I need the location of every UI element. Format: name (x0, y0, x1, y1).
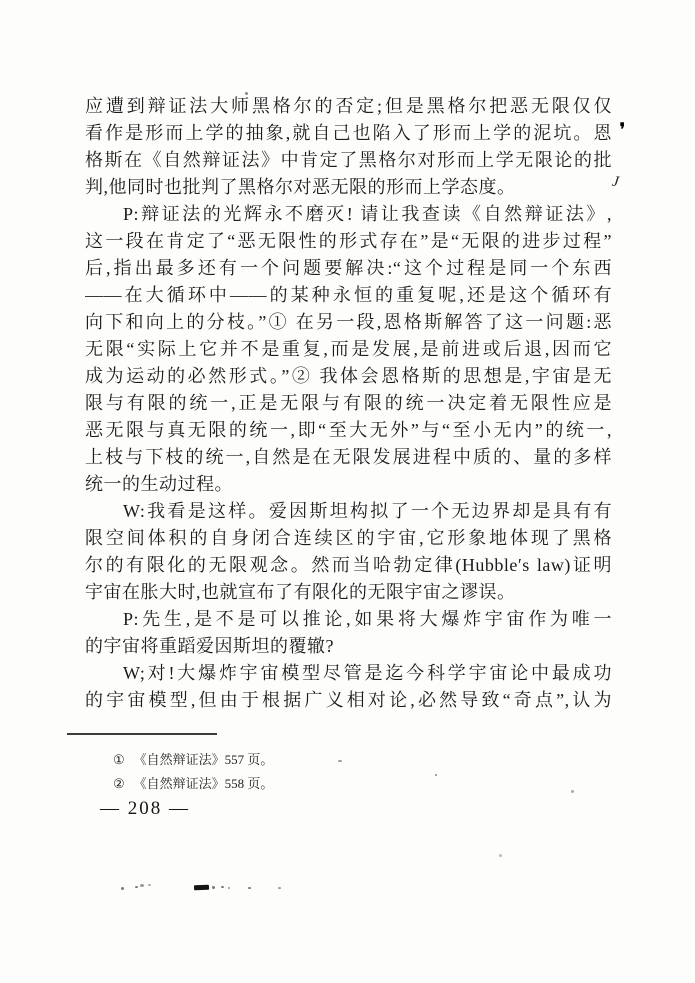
body-line: 判,他同时也批判了黑格尔对恶无限的形而上学态度。 (85, 177, 516, 197)
footnote (113, 752, 273, 768)
ink-curve-mark: J (610, 173, 620, 191)
body-line: 无限“实际上它并不是重复,而是发展,是前进或后退,因而它 (85, 339, 612, 359)
body-text-block (85, 93, 612, 714)
body-line: 限与有限的统一,正是无限与有限的统一决定着无限性应是 (85, 393, 612, 413)
scan-speckle (278, 887, 281, 889)
scan-speckle (212, 886, 215, 889)
scan-speckle (121, 887, 124, 890)
footnote-marker: ① (113, 752, 125, 767)
body-line: 宇宙在胀大时,也就宣布了有限化的无限宇宙之谬误。 (85, 582, 516, 602)
scan-speckle (148, 884, 151, 886)
body-line: 这一段在肯定了“恶无限性的形式存在”是“无限的进步过程” (85, 231, 612, 251)
scan-speckle (245, 92, 248, 95)
body-line: W:我看是这样。爱因斯坦构拟了一个无边界却是具有有 (123, 501, 612, 521)
body-line: 尔的有限化的无限观念。然而当哈勃定律(Hubble′s law)证明 (85, 555, 612, 575)
footnote-text: 《自然辩证法》557 页。 (133, 752, 274, 767)
scan-speckle (248, 887, 251, 889)
body-line: 格斯在《自然辩证法》中肯定了黑格尔对形而上学无限论的批 (85, 150, 612, 170)
body-line: 限空间体积的自身闭合连续区的宇宙,它形象地体现了黑格 (85, 528, 612, 548)
body-line: 统一的生动过程。 (85, 474, 233, 494)
body-line: W;对!大爆炸宇宙模型尽管是迄今科学宇宙论中最成功 (123, 663, 612, 683)
scan-speckle (338, 760, 342, 762)
body-line: P:辩证法的光辉永不磨灭! 请让我查读《自然辩证法》, (123, 204, 612, 224)
footnote-text: 《自然辩证法》558 页。 (133, 776, 274, 791)
footnote (113, 776, 273, 792)
body-line: ——在大循环中——的某种永恒的重复呢,还是这个循环有 (85, 285, 612, 305)
body-line: 后,指出最多还有一个问题要解决:“这个过程是同一个东西 (85, 258, 612, 278)
scan-speckle (140, 884, 144, 887)
scan-speckle (435, 774, 437, 776)
body-line: 的宇宙模型,但由于根据广义相对论,必然导致“奇点”,认为 (85, 690, 612, 710)
body-line: 应遭到辩证法大师黑格尔的否定;但是黑格尔把恶无限仅仅 (85, 96, 612, 116)
scan-smudge (194, 885, 209, 891)
scan-speckle (228, 887, 230, 889)
footnote-marker: ② (113, 776, 125, 791)
scan-speckle (571, 790, 574, 793)
body-line: 恶无限与真无限的统一,即“至大无外”与“至小无内”的统一, (85, 420, 612, 440)
body-line: 成为运动的必然形式。”② 我体会恩格斯的思想是,宇宙是无 (85, 366, 612, 386)
body-line: 向下和向上的分枝。”① 在另一段,恩格斯解答了这一问题:恶 (85, 312, 612, 332)
body-line: P:先生,是不是可以推论,如果将大爆炸宇宙作为唯一 (123, 609, 612, 629)
ink-blob-mark: ❜ (619, 119, 627, 140)
scan-speckle (135, 886, 138, 888)
body-line: 看作是形而上学的抽象,就自己也陷入了形而上学的泥坑。恩 (85, 123, 612, 143)
scan-speckle (499, 854, 502, 857)
body-line: 上枝与下枝的统一,自然是在无限发展进程中质的、量的多样 (85, 447, 612, 467)
scan-speckle (221, 886, 224, 888)
body-line: 的宇宙将重蹈爱因斯坦的覆辙? (85, 636, 334, 656)
page-number: — 208 — (100, 798, 190, 819)
footnote-divider (67, 733, 217, 735)
